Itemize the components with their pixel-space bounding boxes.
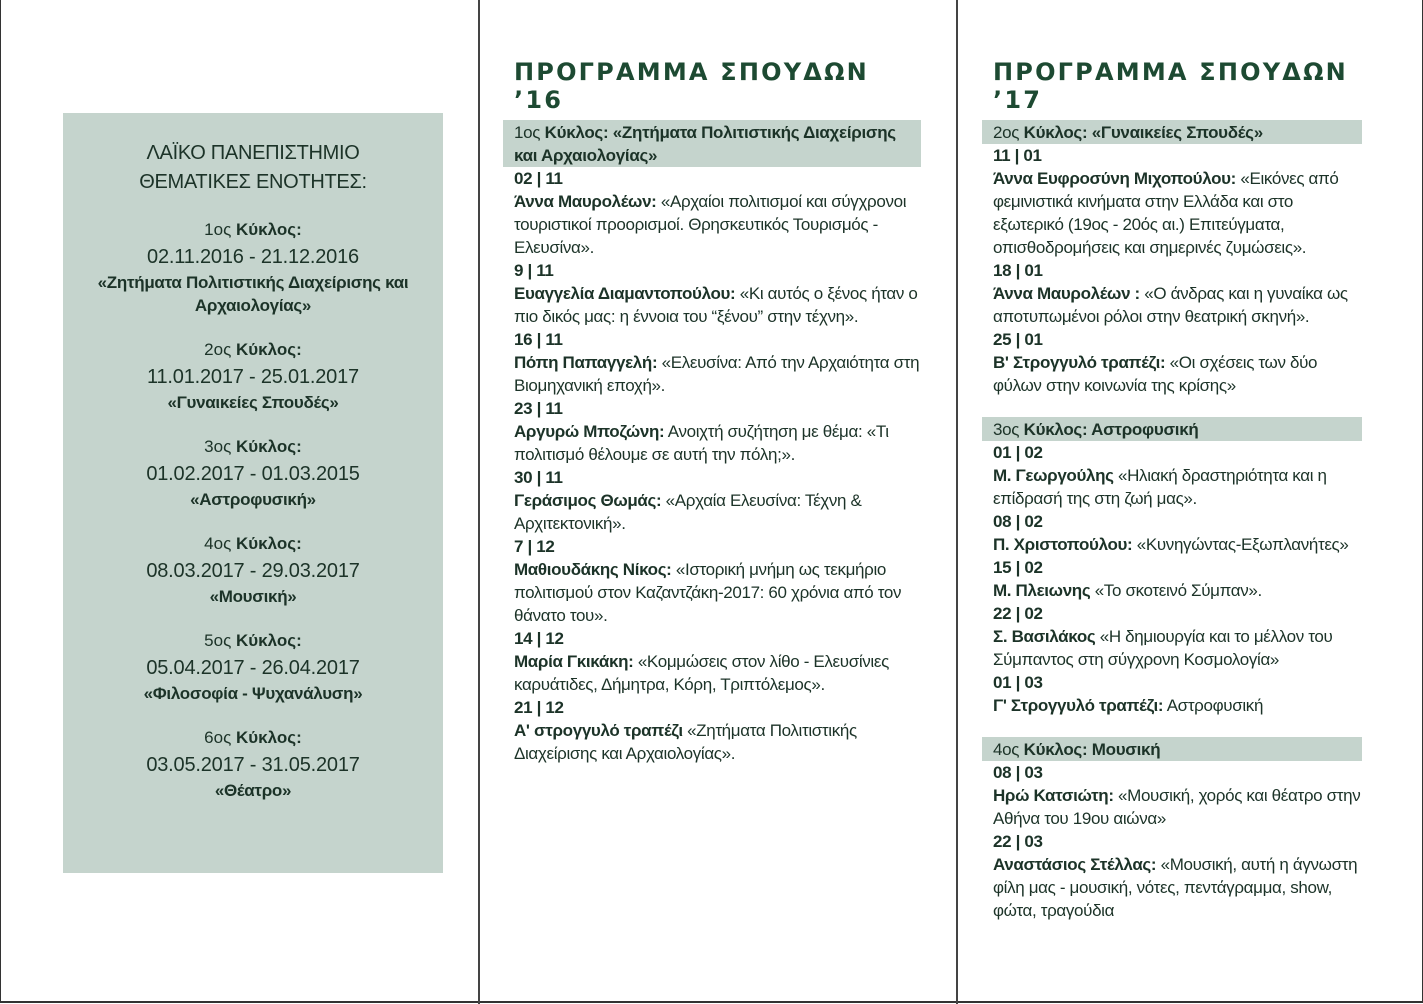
lecture-description (514, 719, 921, 765)
lecture-description (514, 420, 921, 466)
lecture-description (514, 650, 921, 696)
speaker-name: Γεράσιμος Θωμάς: (514, 491, 662, 510)
lecture-title: «Κυνηγώντας-Εξωπλανήτες» (1136, 535, 1349, 554)
cycle-word: Κύκλος: (236, 340, 302, 359)
lecture-item (514, 535, 921, 627)
lecture-description (993, 464, 1362, 510)
cycle-dates: 05.04.2017 - 26.04.2017 (146, 657, 360, 679)
cycle-word: Κύκλος: (236, 220, 302, 239)
lecture-list (503, 167, 921, 765)
cycle-topic: «Γυναικείες Σπουδές» (167, 393, 339, 412)
lecture-description (514, 190, 921, 259)
lecture-date: 15 | 02 (993, 558, 1043, 577)
section-gap (982, 717, 1362, 731)
cycle-section (982, 397, 1362, 717)
lecture-title: «Αρχαία Ελευσίνα: Τέχνη & Αρχιτεκτονική». (514, 491, 862, 533)
speaker-name: Άννα Ευφροσύνη Μιχοπούλου: (993, 169, 1236, 188)
speaker-name: Π. Χριστοπούλου: (993, 535, 1133, 554)
speaker-name: Σ. Βασιλάκος (993, 627, 1096, 646)
lecture-item (993, 259, 1362, 328)
speaker-name: Μ. Γεωργούλης (993, 466, 1114, 485)
lecture-date: 02 | 11 (514, 169, 563, 188)
cycle-section (982, 717, 1362, 922)
speaker-name: Γ' Στρογγυλό τραπέζι: (993, 696, 1164, 715)
lecture-item (514, 627, 921, 696)
speaker-name: Μαθιουδάκης Νίκος: (514, 560, 672, 579)
program-2017-column (982, 58, 1362, 922)
section-header (503, 120, 921, 167)
lecture-description (993, 533, 1362, 556)
fold-line-1 (478, 0, 480, 1004)
speaker-name: Αργυρώ Μποζώνη: (514, 422, 665, 441)
cycle-label (63, 628, 443, 654)
lecture-date: 23 | 11 (514, 399, 563, 418)
lecture-list (982, 144, 1362, 397)
lecture-item (993, 761, 1362, 830)
lecture-description (514, 489, 921, 535)
section-number: 2ος (993, 123, 1020, 142)
lecture-date: 25 | 01 (993, 330, 1043, 349)
lecture-date: 7 | 12 (514, 537, 555, 556)
cycle-topic: «Αστροφυσική» (190, 490, 316, 509)
lecture-date: 30 | 11 (514, 468, 563, 487)
thematic-units-panel (63, 113, 443, 873)
lecture-list (982, 761, 1362, 922)
speaker-name: Ηρώ Κατσιώτη: (993, 786, 1114, 805)
cycle-number: 4ος (204, 534, 232, 553)
lecture-item (514, 397, 921, 466)
lecture-title: «Μουσική, αυτή η άγνωστη φίλη μας - μουσική, νότες, πεντάγραμμα, show, φώτα, τραγούδια (993, 855, 1358, 920)
cycle-label (63, 434, 443, 460)
cycle-label (63, 217, 443, 243)
cycle-topic: «Φιλοσοφία - Ψυχανάλυση» (143, 684, 363, 703)
lecture-description (993, 784, 1362, 830)
lecture-title: «Αρχαίοι πολιτισμοί και σύγχρονοι τουριστικοί προορισμοί. Θρησκευτικός Τουρισμός - Ελευσίνα». (514, 192, 907, 257)
lecture-description (993, 694, 1362, 717)
cycle-word: Κύκλος: (236, 534, 302, 553)
cycle-section (982, 120, 1362, 397)
lecture-date: 08 | 02 (993, 512, 1043, 531)
cycle-block (63, 531, 443, 608)
lecture-title: «Ιστορική μνήμη ως τεκμήριο πολιτισμού στον Καζαντζάκη-2017: 60 χρόνια από τον θάνατο του». (514, 560, 902, 625)
lecture-description (514, 351, 921, 397)
program-2016-title: ΠΡΟΓΡΑΜΜΑ ΣΠΟΥΔΩΝ ’16 (514, 58, 869, 114)
cycle-dates: 01.02.2017 - 01.03.2015 (146, 463, 360, 485)
panel-title-line2: ΘΕΜΑΤΙΚΕΣ ΕΝΟΤΗΤΕΣ: (139, 171, 367, 193)
section-number: 1ος (514, 123, 541, 142)
cycle-block (63, 337, 443, 414)
speaker-name: Ευαγγελία Διαμαντοπούλου: (514, 284, 736, 303)
lecture-description (993, 351, 1362, 397)
lecture-date: 08 | 03 (993, 763, 1043, 782)
cycle-dates: 11.01.2017 - 25.01.2017 (147, 366, 359, 388)
lecture-description (993, 579, 1362, 602)
speaker-name: Α' στρογγυλό τραπέζι (514, 721, 683, 740)
cycle-number: 6ος (204, 728, 232, 747)
lecture-item (514, 466, 921, 535)
lecture-date: 01 | 02 (993, 443, 1043, 462)
cycle-word: Κύκλος: (236, 728, 302, 747)
cycle-topic: «Ζητήματα Πολιτιστικής Διαχείρισης και Αρχαιολογίας» (97, 273, 409, 315)
cycle-number: 5ος (204, 631, 232, 650)
lecture-date: 11 | 01 (993, 146, 1042, 165)
lecture-item (993, 441, 1362, 510)
cycle-topic: «Θέατρο» (214, 781, 292, 800)
lecture-description (993, 853, 1362, 922)
fold-line-2 (956, 0, 958, 1004)
section-header (982, 417, 1362, 441)
lecture-item (993, 830, 1362, 922)
section-heading: Κύκλος: Αστροφυσική (1023, 420, 1199, 439)
lecture-item (993, 144, 1362, 259)
lecture-title: «Ελευσίνα: Από την Αρχαιότητα στη Βιομηχανική εποχή». (514, 353, 920, 395)
speaker-name: Αναστάσιος Στέλλας: (993, 855, 1157, 874)
cycle-number: 1ος (204, 220, 232, 239)
section-header (982, 737, 1362, 761)
lecture-item (514, 259, 921, 328)
speaker-name: Μ. Πλειωνης (993, 581, 1091, 600)
lecture-date: 14 | 12 (514, 629, 564, 648)
lecture-date: 01 | 03 (993, 673, 1043, 692)
cycle-block (63, 725, 443, 802)
cycle-block (63, 434, 443, 511)
program-2017-title: ΠΡΟΓΡΑΜΜΑ ΣΠΟΥΔΩΝ ’17 (993, 58, 1348, 114)
lecture-title: «Μουσική, χορός και θέατρο στην Αθήνα του 19ου αιώνα» (993, 786, 1361, 828)
lecture-title: «Ζητήματα Πολιτιστικής Διαχείρισης και Αρχαιολογίας». (514, 721, 857, 763)
cycle-number: 2ος (204, 340, 232, 359)
cycle-dates: 02.11.2016 - 21.12.2016 (147, 246, 359, 268)
lecture-item (993, 556, 1362, 602)
lecture-date: 18 | 01 (993, 261, 1043, 280)
lecture-item (993, 510, 1362, 556)
lecture-date: 16 | 11 (514, 330, 563, 349)
section-heading: Κύκλος: Μουσική (1023, 740, 1161, 759)
lecture-description (993, 282, 1362, 328)
cycle-word: Κύκλος: (236, 437, 302, 456)
lecture-item (514, 167, 921, 259)
speaker-name: Άννα Μαυρολέων: (514, 192, 657, 211)
lecture-title: Ανοιχτή συζήτηση με θέμα: «Τι πολιτισμό θέλουμε σε αυτή την πόλη;». (514, 422, 889, 464)
cycle-dates: 08.03.2017 - 29.03.2017 (146, 560, 360, 582)
lecture-description (993, 167, 1362, 259)
cycle-label (63, 725, 443, 751)
cycle-dates: 03.05.2017 - 31.05.2017 (146, 754, 360, 776)
speaker-name: Πόπη Παπαγγελή: (514, 353, 658, 372)
lecture-description (514, 558, 921, 627)
speaker-name: Β' Στρογγυλό τραπέζι: (993, 353, 1166, 372)
lecture-item (514, 328, 921, 397)
lecture-list (982, 441, 1362, 717)
panel-title (63, 139, 443, 197)
lecture-item (993, 671, 1362, 717)
lecture-item (993, 602, 1362, 671)
lecture-title: Αστροφυσική (1166, 696, 1264, 715)
section-heading: Κύκλος: «Ζητήματα Πολιτιστικής Διαχείρισης και Αρχαιολογίας» (514, 123, 896, 165)
cycle-number: 3ος (204, 437, 232, 456)
section-number: 3ος (993, 420, 1020, 439)
lecture-item (993, 328, 1362, 397)
cycle-word: Κύκλος: (236, 631, 302, 650)
lecture-description (514, 282, 921, 328)
lecture-date: 22 | 02 (993, 604, 1043, 623)
lecture-date: 9 | 11 (514, 261, 554, 280)
lecture-title: «Το σκοτεινό Σύμπαν». (1094, 581, 1262, 600)
lecture-title: «Οι σχέσεις των δύο φύλων στην κοινωνία της κρίσης» (993, 353, 1318, 395)
program-2016-column (503, 58, 921, 765)
cycle-label (63, 337, 443, 363)
section-heading: Κύκλος: «Γυναικείες Σπουδές» (1023, 123, 1263, 142)
cycle-label (63, 531, 443, 557)
cycle-block (63, 628, 443, 705)
lecture-title: «Κι αυτός ο ξένος ήταν ο πιο δικός μας: η έννοια του “ξένου” στην τέχνη». (514, 284, 918, 326)
cycle-block (63, 217, 443, 317)
lecture-title: «Κομμώσεις στον λίθο - Ελευσίνιες καρυάτιδες, Δήμητρα, Κόρη, Τριπτόλεμος». (514, 652, 889, 694)
lecture-item (514, 696, 921, 765)
lecture-title: «Ηλιακή δραστηριότητα και η επίδρασή της στη ζωή μας». (993, 466, 1327, 508)
speaker-name: Άννα Μαυρολέων : (993, 284, 1140, 303)
lecture-title: «Ο άνδρας και η γυναίκα ως αποτυπωμένοι ρόλοι στην θεατρική σκηνή». (993, 284, 1348, 326)
panel-title-line1: ΛΑΪΚΟ ΠΑΝΕΠΙΣΤΗΜΙΟ (146, 142, 360, 164)
section-number: 4ος (993, 740, 1020, 759)
section-gap (982, 397, 1362, 411)
speaker-name: Μαρία Γκικάκη: (514, 652, 634, 671)
lecture-title: «Η δημιουργία και το μέλλον του Σύμπαντος στη σύγχρονη Κοσμολογία» (993, 627, 1333, 669)
lecture-description (993, 625, 1362, 671)
cycle-section (503, 120, 921, 765)
lecture-title: «Εικόνες από φεμινιστικά κινήματα στην Ελλάδα και στο εξωτερικό (19ος - 20ός αι.) Επιτεύγματα, οπισθοδρομήσεις και σημερινές ζυμώσεις». (993, 169, 1339, 257)
cycle-topic: «Μουσική» (209, 587, 297, 606)
section-header (982, 120, 1362, 144)
lecture-date: 22 | 03 (993, 832, 1043, 851)
lecture-date: 21 | 12 (514, 698, 564, 717)
